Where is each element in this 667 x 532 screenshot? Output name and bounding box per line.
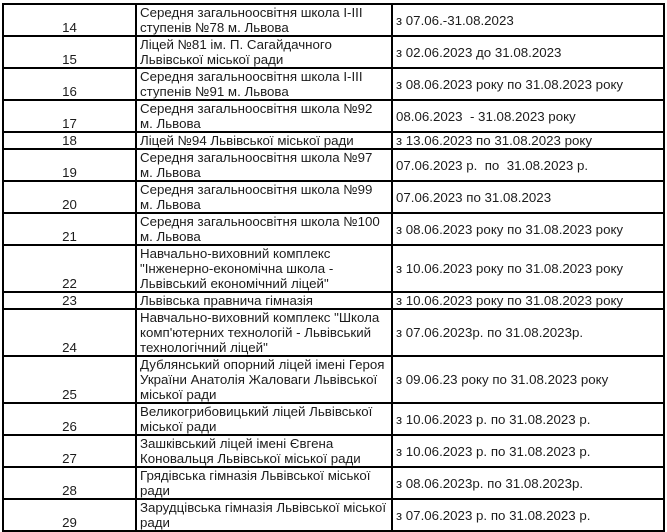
table-row xyxy=(3,499,664,531)
date-range-cell: з 10.06.2023 року по 31.08.2023 року xyxy=(392,245,664,292)
date-range-cell: з 07.06.-31.08.2023 xyxy=(392,4,664,36)
school-name-cell: Ліцей №94 Львівської міської ради xyxy=(136,132,392,149)
row-number-cell: 20 xyxy=(3,181,136,213)
schools-table xyxy=(2,3,665,532)
school-name-cell: Навчально-виховний комплекс "Інженерно-економічна школа - Львівський економічний ліцей" xyxy=(136,245,392,292)
table-row xyxy=(3,356,664,403)
row-number-cell: 24 xyxy=(3,309,136,356)
date-range-cell: з 08.06.2023 року по 31.08.2023 року xyxy=(392,213,664,245)
row-number-cell: 14 xyxy=(3,4,136,36)
school-name-cell: Середня загальноосвітня школа №100 м. Львова xyxy=(136,213,392,245)
date-range-cell: 07.06.2023 по 31.08.2023 xyxy=(392,181,664,213)
row-number-cell: 26 xyxy=(3,403,136,435)
table-row xyxy=(3,245,664,292)
school-name-cell: Зашківський ліцей імені Євгена Коновальця Львівської міської ради xyxy=(136,435,392,467)
row-number-cell: 21 xyxy=(3,213,136,245)
date-range-cell: з 10.06.2023 р. по 31.08.2023 р. xyxy=(392,403,664,435)
row-number-cell: 15 xyxy=(3,36,136,68)
date-range-cell: з 13.06.2023 по 31.08.2023 року xyxy=(392,132,664,149)
school-name-cell: Середня загальноосвітня школа І-ІІІ ступенів №91 м. Львова xyxy=(136,68,392,100)
date-range-cell: з 08.06.2023р. по 31.08.2023р. xyxy=(392,467,664,499)
date-range-cell: з 07.06.2023р. по 31.08.2023р. xyxy=(392,309,664,356)
row-number-cell: 16 xyxy=(3,68,136,100)
row-number-cell: 18 xyxy=(3,132,136,149)
row-number-cell: 28 xyxy=(3,467,136,499)
table-row xyxy=(3,467,664,499)
row-number-cell: 27 xyxy=(3,435,136,467)
date-range-cell: 08.06.2023 - 31.08.2023 року xyxy=(392,100,664,132)
table-row xyxy=(3,4,664,36)
row-number-cell: 25 xyxy=(3,356,136,403)
table-row xyxy=(3,36,664,68)
table-row xyxy=(3,292,664,309)
school-name-cell: Навчально-виховний комплекс "Школа комп'ютерних технологій - Львівський технологічний ліцей" xyxy=(136,309,392,356)
date-range-cell: з 10.06.2023 р. по 31.08.2023 р. xyxy=(392,435,664,467)
table-row xyxy=(3,149,664,181)
table-row xyxy=(3,309,664,356)
school-name-cell: Середня загальноосвітня школа №92 м. Львова xyxy=(136,100,392,132)
table-row xyxy=(3,435,664,467)
school-name-cell: Середня загальноосвітня школа №97 м. Львова xyxy=(136,149,392,181)
school-name-cell: Великогрибовицький ліцей Львівської міської ради xyxy=(136,403,392,435)
date-range-cell: з 07.06.2023 р. по 31.08.2023 р. xyxy=(392,499,664,531)
school-name-cell: Середня загальноосвітня школа І-ІІІ ступенів №78 м. Львова xyxy=(136,4,392,36)
row-number-cell: 22 xyxy=(3,245,136,292)
date-range-cell: з 02.06.2023 до 31.08.2023 xyxy=(392,36,664,68)
table-row xyxy=(3,132,664,149)
school-name-cell: Дублянський опорний ліцей імені Героя України Анатолія Жаловаги Львівської міської ради xyxy=(136,356,392,403)
table-row xyxy=(3,68,664,100)
table-row xyxy=(3,213,664,245)
school-name-cell: Середня загальноосвітня школа №99 м. Львова xyxy=(136,181,392,213)
date-range-cell: 07.06.2023 р. по 31.08.2023 р. xyxy=(392,149,664,181)
date-range-cell: з 09.06.23 року по 31.08.2023 року xyxy=(392,356,664,403)
school-name-cell: Ліцей №81 ім. П. Сагайдачного Львівської міської ради xyxy=(136,36,392,68)
school-name-cell: Зарудцівська гімназія Львівської міської ради xyxy=(136,499,392,531)
row-number-cell: 19 xyxy=(3,149,136,181)
table-row xyxy=(3,403,664,435)
school-name-cell: Львівська правнича гімназія xyxy=(136,292,392,309)
row-number-cell: 17 xyxy=(3,100,136,132)
row-number-cell: 23 xyxy=(3,292,136,309)
table-row xyxy=(3,100,664,132)
date-range-cell: з 08.06.2023 року по 31.08.2023 року xyxy=(392,68,664,100)
row-number-cell: 29 xyxy=(3,499,136,531)
table-row xyxy=(3,181,664,213)
date-range-cell: з 10.06.2023 року по 31.08.2023 року xyxy=(392,292,664,309)
school-name-cell: Грядівська гімназія Львівської міської ради xyxy=(136,467,392,499)
